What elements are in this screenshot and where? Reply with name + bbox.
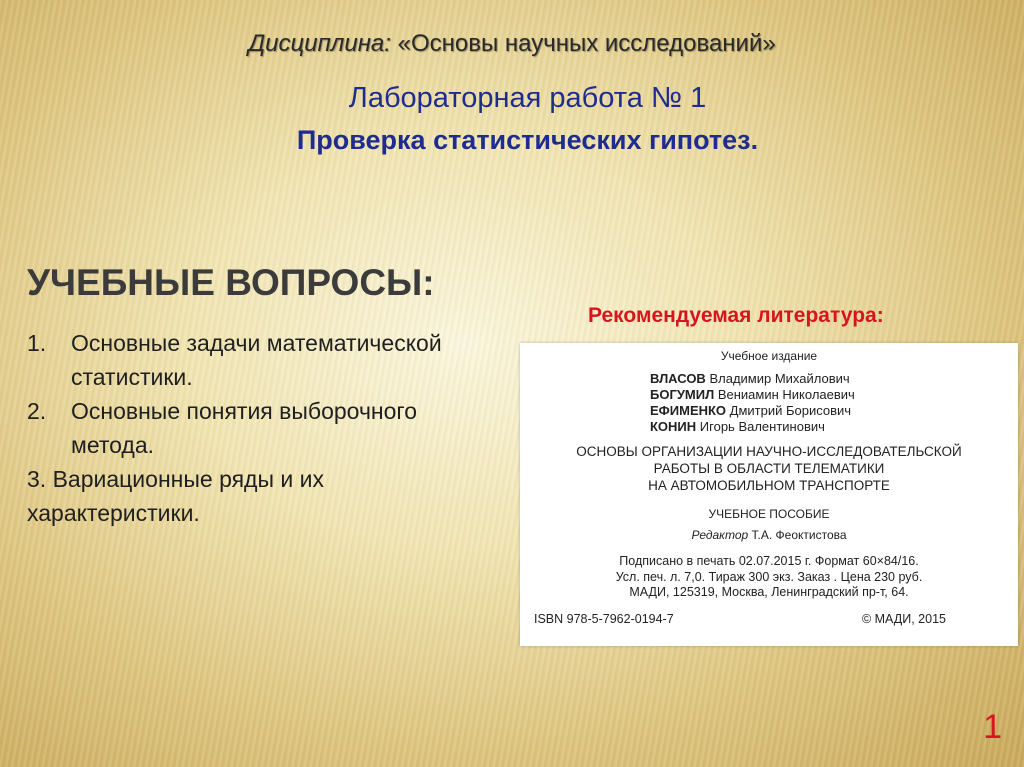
book-editor-name: Т.А. Феоктистова bbox=[751, 528, 847, 542]
list-item-text: Основные понятия выборочного метода. bbox=[71, 398, 418, 458]
discipline-label: Дисциплина: bbox=[248, 30, 391, 57]
author-names: Дмитрий Борисович bbox=[729, 403, 852, 418]
book-title-line: РАБОТЫ В ОБЛАСТИ ТЕЛЕМАТИКИ bbox=[653, 461, 885, 476]
literature-heading: Рекомендуемая литература: bbox=[588, 304, 884, 327]
questions-list bbox=[27, 326, 457, 530]
list-item-number: 2. bbox=[27, 398, 47, 424]
book-isbn: ISBN 978-5-7962-0194-7 bbox=[534, 612, 674, 626]
author-surname: КОНИН bbox=[650, 419, 697, 434]
book-copyright: © МАДИ, 2015 bbox=[861, 612, 946, 626]
book-title bbox=[520, 443, 1018, 494]
author-surname: ВЛАСОВ bbox=[650, 371, 706, 386]
book-edition: Учебное издание bbox=[720, 349, 818, 363]
book-title-line: ОСНОВЫ ОРГАНИЗАЦИИ НАУЧНО-ИССЛЕДОВАТЕЛЬСКОЙ bbox=[576, 444, 962, 459]
list-item-text: Основные задачи математической статистики. bbox=[71, 330, 442, 390]
book-imprint-image bbox=[520, 343, 1018, 646]
lab-number: Лабораторная работа № 1 bbox=[348, 82, 707, 114]
author-names: Игорь Валентинович bbox=[699, 419, 825, 434]
discipline-line bbox=[0, 30, 1024, 58]
lab-title: Проверка статистических гипотез. bbox=[296, 125, 759, 155]
author-surname: ЕФИМЕНКО bbox=[650, 403, 727, 418]
book-type: УЧЕБНОЕ ПОСОБИЕ bbox=[708, 507, 830, 521]
slide-number: 1 bbox=[983, 708, 1002, 746]
list-item-number: 1. bbox=[27, 330, 47, 356]
book-author bbox=[650, 387, 855, 403]
book-authors bbox=[650, 371, 855, 435]
discipline-name: «Основы научных исследований» bbox=[397, 30, 776, 57]
list-item bbox=[27, 326, 457, 394]
book-imprint-line: Усл. печ. л. 7,0. Тираж 300 экз. Заказ . Цена 230 руб. bbox=[615, 569, 923, 584]
book-title-line: НА АВТОМОБИЛЬНОМ ТРАНСПОРТЕ bbox=[648, 478, 890, 493]
author-surname: БОГУМИЛ bbox=[650, 387, 715, 402]
book-imprint-line: МАДИ, 125319, Москва, Ленинградский пр-т, 64. bbox=[629, 585, 909, 599]
book-author bbox=[650, 419, 855, 435]
author-names: Владимир Михайлович bbox=[709, 371, 850, 386]
book-imprint-line: Подписано в печать 02.07.2015 г. Формат 60×84/16. bbox=[619, 554, 919, 568]
list-item: 3. Вариационные ряды и их характеристики. bbox=[27, 466, 324, 526]
book-editor bbox=[520, 528, 1018, 542]
book-editor-label: Редактор bbox=[691, 528, 749, 542]
book-author bbox=[650, 403, 855, 419]
book-author bbox=[650, 371, 855, 387]
questions-heading: УЧЕБНЫЕ ВОПРОСЫ: bbox=[27, 262, 435, 303]
book-imprint bbox=[520, 554, 1018, 601]
author-names: Вениамин Николаевич bbox=[717, 387, 855, 402]
list-item bbox=[27, 394, 457, 462]
